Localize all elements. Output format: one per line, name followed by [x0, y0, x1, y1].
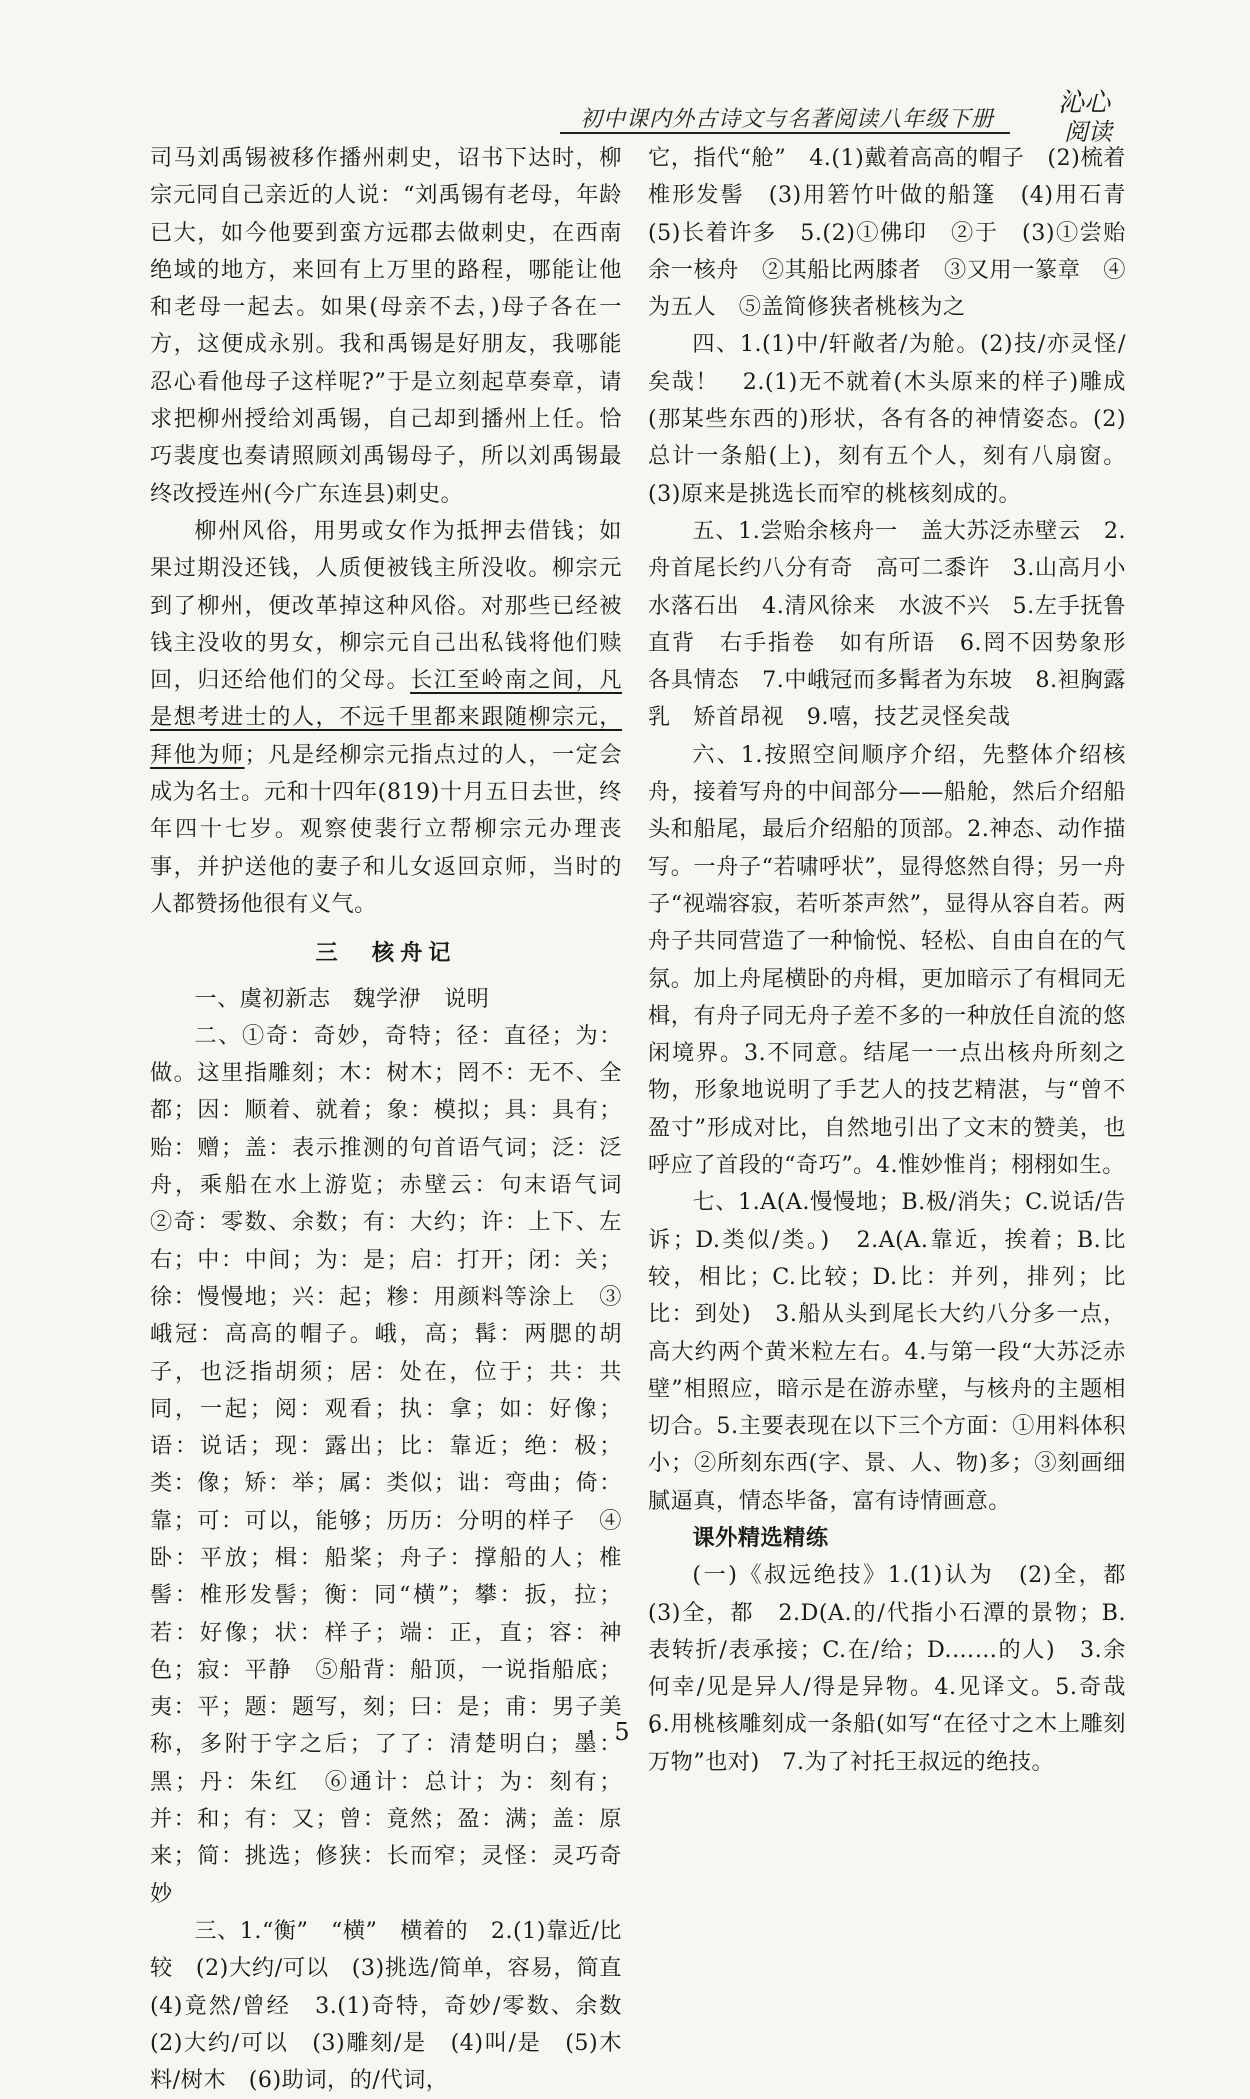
answer-item-5: 五、1.尝贻余核舟一 盖大苏泛赤壁云 2.舟首尾长约八分有奇 高可二黍许 3.山高月小 水落石出 4.清风徐来 水波不兴 5.左手抚鲁直背 右手指卷 如有所语 6.罔不因势象形 各具情态 7.中峨冠而多髯者为东坡 8.袒胸露乳 矫首昂视 9.嘻，技艺灵怪矣哉 — [648, 517, 1149, 731]
right-column — [648, 140, 1149, 1781]
book-title: 初中课内外古诗文与名著阅读八年级下册 — [580, 107, 995, 132]
header-rule — [560, 132, 1010, 134]
answer-item-6: 六、1.按照空间顺序介绍，先整体介绍核舟，接着写舟的中间部分——船舱，然后介绍船头和船尾，最后介绍船的顶部。2.神态、动作描写。一舟子“若啸呼状”，显得悠然自得；另一舟子“视端容寂，若听茶声然”，显得从容自若。两舟子共同营造了一种愉悦、轻松、自由自在的气氛。加上舟尾横卧的舟楫，更加暗示了有楫同无楫，有舟子同无舟子差不多的一种放任自流的悠闲境界。3.不同意。结尾一一点出核舟所刻之物，形象地说明了手艺人的技艺精湛，与“曾不盈寸”形成对比，自然地引出了文末的赞美，也呼应了首段的“奇巧”。4.惟妙惟肖；栩栩如生。 — [648, 741, 1126, 1179]
extra-practice-title: 课外精选精练 — [692, 1524, 829, 1551]
answer-item-1: 一、虞初新志 魏学洢 说明 — [194, 985, 490, 1012]
translation-paragraph-1: 司马刘禹锡被移作播州刺史，诏书下达时，柳宗元同自己亲近的人说：“刘禹锡有老母，年龄已大，如今他要到蛮方远郡去做刺史，在西南绝域的地方，来回有上万里的路程，哪能让他和老母一起去。如果(母亲不去，)母子各在一方，这便成永别。我和禹锡是好朋友，我哪能忍心看他母子这样呢?”于是立刻起草奏章，请求把柳州授给刘禹锡，自己却到播州上任。恰巧裴度也奏请照顾刘禹锡母子，所以刘禹锡最终改授连州(今广东连县)刺史。 — [150, 145, 622, 507]
section-title: 三 核舟记 — [315, 940, 457, 967]
page-header — [560, 88, 1120, 146]
answer-continued: 它，指代“舱” 4.(1)戴着高高的帽子 (2)梳着椎形发髻 (3)用箬竹叶做的船篷 (4)用石青 (5)长着许多 5.(2)①佛印 ②于 (3)①尝贻余一核舟 ②其船比两膝者 ③又用一篆章 ④为五人 ⑤盖简修狭者桃核为之 — [648, 145, 1149, 321]
logo-top-text: 沁心 — [1058, 88, 1111, 118]
logo-bottom-text: 阅读 — [1064, 118, 1112, 146]
answer-item-2: 二、①奇：奇妙，奇特；径：直径；为：做。这里指雕刻；木：树木；罔不：无不、全都；因：顺着、就着；象：模拟；具：具有；贻：赠；盖：表示推测的句首语气词；泛：泛舟，乘船在水上游览；赤壁云：句末语气词 ②奇：零数、余数；有：大约；许：上下、左右；中：中间；为：是；启：打开；闭：关；徐：慢慢地；兴：起；糁：用颜料等涂上 ③峨冠：高高的帽子。峨，高；髯：两腮的胡子，也泛指胡须；居：处在，位于；共：共同，一起；阅：观看；执：拿；如：好像；语：说话；现：露出；比：靠近；绝：极；类：像；矫：举；属：类似；诎：弯曲；倚：靠；可：可以，能够；历历：分明的样子 ④卧：平放；楫：船桨；舟子：撑船的人；椎髻：椎形发髻；衡：同“横”；攀：扳，拉；若：好像；状：样子；端：正，直；容：神色；寂：平静 ⑤船背：船顶，一说指船底；夷：平；题：题写，刻；曰：是；甫：男子美称，多附于字之后；了了：清楚明白；墨：黑；丹：朱红 ⑥通计：总计；为：刻有；并：和；有：又；曾：竟然；盈：满；盖：原来；简：挑选；修狭：长而窄；灵怪：灵巧奇妙 — [150, 1022, 645, 1907]
answer-item-7: 七、1.A(A.慢慢地；B.极/消失；C.说话/告诉；D.类似/类。) 2.A(A.靠近，挨着；B.比较，相比；C.比较；D.比：并列，排列；比比：到处) 3.船从头到尾长大约八分多一点，高大约两个黄米粒左右。4.与第一段“大苏泛赤壁”相照应，暗示是在游赤壁，与核舟的主题相切合。5.主要表现在以下三个方面：①用料体积小；②所刻东西(字、景、人、物)多；③刻画细腻逼真，情态毕备，富有诗情画意。 — [648, 1189, 1126, 1514]
answer-item-4: 四、1.(1)中/轩敞者/为舱。(2)技/亦灵怪/矣哉！ 2.(1)无不就着(木头原来的样子)雕成(那某些东西的)形状，各有各的神情姿态。(2)总计一条船(上)，刻有五个人，刻有八扇窗。(3)原来是挑选长而窄的桃核刻成的。 — [648, 331, 1126, 507]
translation-paragraph-2 — [150, 513, 622, 923]
extra-practice-1: (一)《叔远绝技》1.(1)认为 (2)全，都 (3)全，都 2.D(A.的/代指小石潭的景物；B.表转折/表承接；C.在/给；D.……的人) 3.余何幸/见是异人/得是异物。4.见译文。5.奇哉 6.用桃核雕刻成一条船(如写“在径寸之木上雕刻万物”也对) 7.为了衬托王叔远的绝技。 — [648, 1562, 1149, 1775]
underlined-sentence: 长江至岭南之间，凡是想考进士的人，不远千里都来跟随柳宗元，拜他为师 — [150, 667, 623, 768]
translation-text: 柳州风俗，用男或女作为抵押去借钱；如果过期没还钱，人质便被钱主所没收。柳宗元到了柳州，便改革掉这种风俗。对那些已经被钱主没收的男女，柳宗元自己出私钱将他们赎回，归还给他们的父母。 — [150, 517, 622, 694]
left-column — [150, 140, 645, 2099]
series-logo — [1000, 82, 1120, 146]
page-number: · 5 · — [587, 1718, 663, 1746]
translation-text: ；凡是经柳宗元指点过的人，一定会成为名士。元和十四年(819)十月五日去世，终年四十七岁。观察使裴行立帮柳宗元办理丧事，并护送他的妻子和儿女返回京师，当时的人都赞扬他很有义气。 — [150, 741, 623, 917]
answer-item-3: 三、1.“衡” “横” 横着的 2.(1)靠近/比较 (2)大约/可以 (3)挑选/简单，容易，简直 (4)竟然/曾经 3.(1)奇特，奇妙/零数、余数 (2)大约/可以 (3)雕刻/是 (4)叫/是 (5)木料/树木 (6)助词，的/代词， — [150, 1917, 645, 2094]
